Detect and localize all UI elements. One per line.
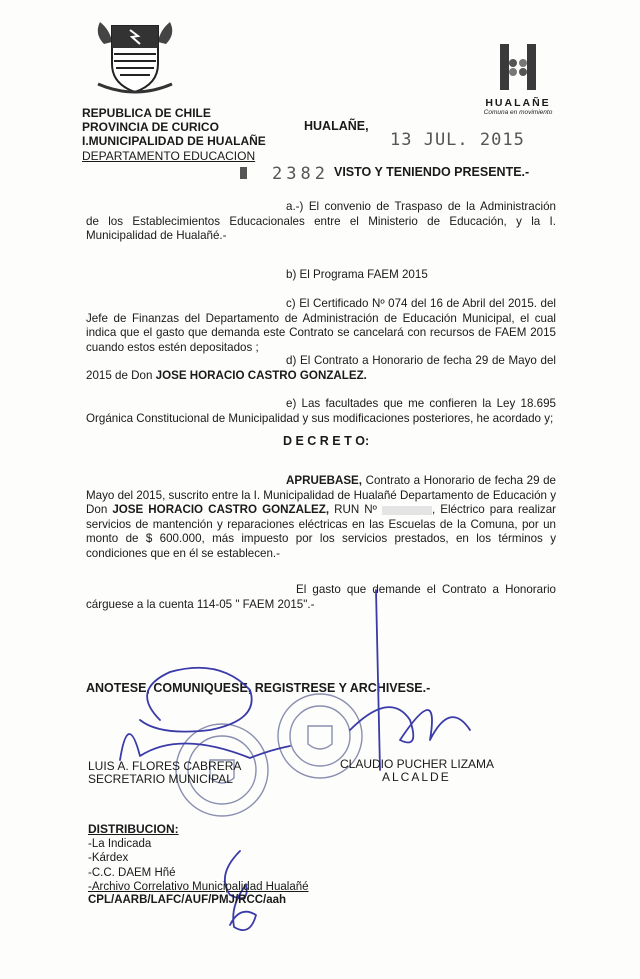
apruebase-text1: Contrato a Honorario de fecha 29 de Mayo del 2015, suscrito entre la I. Municipalidad de Hualañé Departamento de Educación y Don — [86, 474, 556, 517]
distribution-title: DISTRIBUCION: — [88, 822, 179, 836]
item-d — [86, 354, 556, 383]
logo-name: HUALAÑE — [485, 97, 551, 109]
alcalde-name: CLAUDIO PUCHER LIZAMA — [340, 757, 495, 771]
apruebase-word: APRUEBASE, — [286, 474, 363, 487]
distribution-item: -Archivo Correlativo Municipalidad Hualañé — [88, 880, 309, 893]
decreto-heading: D E C R E T O: — [283, 434, 370, 448]
apruebase-paragraph — [86, 474, 556, 562]
header-province: PROVINCIA DE CURICO — [82, 120, 219, 134]
distribution-initials: CPL/AARB/LAFC/AUF/PMJ/RCC/aah — [88, 894, 287, 906]
secretary-title: SECRETARIO MUNICIPAL — [88, 772, 233, 786]
alcalde-signature-icon — [330, 580, 480, 780]
item-b: b) El Programa FAEM 2015 — [286, 268, 428, 281]
decree-number: 2382 — [272, 164, 329, 184]
secretary-name: LUIS A. FLORES CABRERA — [88, 759, 242, 773]
alcalde-title: ALCALDE — [382, 770, 451, 784]
item-a: a.-) El convenio de Traspaso de la Administración de los Establecimientos Educacionales entre el Ministerio de Educación, y la I. Municipalidad de Hualañé.- — [86, 200, 556, 243]
logo-tagline: Comuna en movimiento — [483, 109, 553, 116]
visto-heading: VISTO Y TENIENDO PRESENTE.- — [334, 165, 530, 179]
distribution-item: -C.C. DAEM Hñé — [88, 866, 176, 879]
hualane-h-logo-icon — [498, 44, 538, 90]
distribution-item: -Kárdex — [88, 852, 129, 865]
item-e: e) Las facultades que me confieren la Ley 18.695 Orgánica Constitucional de Municipalidad y sus modificaciones posteriores, he acordado y; — [86, 397, 556, 425]
apruebase-run: RUN Nº — [329, 503, 382, 517]
header-department: DEPARTAMENTO EDUCACION — [82, 149, 256, 163]
header-municipality: I.MUNICIPALIDAD DE HUALAÑE — [82, 134, 266, 148]
hualane-logo — [476, 44, 560, 116]
header-country: REPUBLICA DE CHILE — [82, 106, 211, 120]
municipal-coat-of-arms-icon — [92, 14, 178, 96]
date-stamp: 13 JUL. 2015 — [390, 130, 525, 150]
item-c: c) El Certificado Nº 074 del 16 de Abril del 2015. del Jefe de Finanzas del Departamento de Administración de Educación Municipal, el cual indica que el gasto que demanda este Contrato se cancelará con recursos de FAEM 2015 cuando estos estén depositados ; — [86, 297, 556, 354]
distribution-list — [88, 837, 309, 894]
anotese-line: ANOTESE, COMUNIQUESE, REGISTRESE Y ARCHIVESE.- — [86, 681, 431, 695]
apruebase-text2: , Eléctrico para realizar servicios de mantención y reparaciones eléctricas en las Escuelas de la Comuna, por un monto de $ 600.000, más impuesto por los servicios prestados, en los términos y condiciones que en él se establecen.- — [86, 503, 557, 560]
header-place: HUALAÑE, — [304, 119, 369, 133]
apruebase-name: JOSE HORACIO CASTRO GONZALEZ, — [112, 503, 330, 517]
item-d-name: JOSE HORACIO CASTRO GONZALEZ. — [155, 368, 367, 382]
gasto-paragraph: El gasto que demande el Contrato a Honorario cárguese a la cuenta 114-05 " FAEM 2015".- — [86, 583, 556, 611]
item-d-text: d) El Contrato a Honorario de fecha 29 de Mayo del 2015 de Don — [86, 354, 556, 382]
redacted-run — [382, 506, 432, 515]
distribution-item: -La Indicada — [88, 838, 152, 850]
stamp-mark-icon — [240, 167, 247, 179]
